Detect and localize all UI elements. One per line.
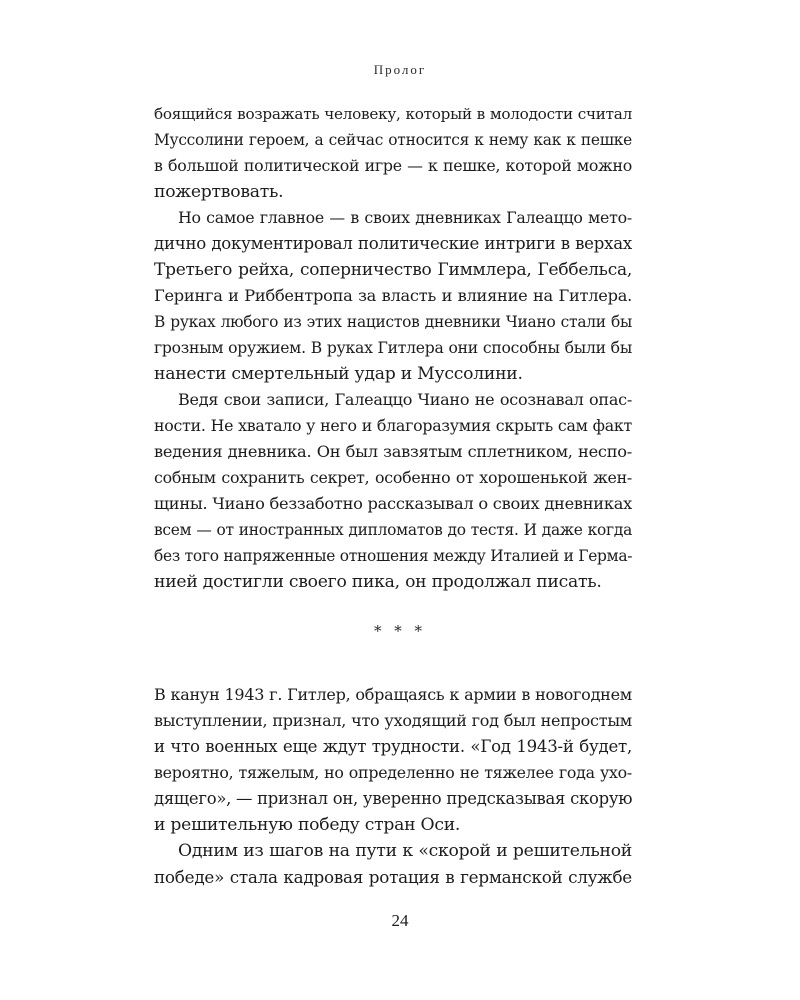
text-block-prologue-continuation — [154, 101, 632, 595]
text-line: В канун 1943 г. Гитлер, обращаясь к армии в новогоднем — [154, 685, 632, 704]
text-line: нанести смертельный удар и Муссолини. — [154, 364, 523, 384]
section-separator: * * * — [373, 622, 427, 640]
text-line: Третьего рейха, соперничество Гиммлера, Геббельса, — [154, 260, 632, 280]
running-head: Пролог — [373, 62, 427, 77]
text-line: щины. Чиано беззаботно рассказывал о своих дневниках — [154, 494, 632, 513]
text-line: Ведя свои записи, Галеаццо Чиано не осознавал опас- — [178, 390, 632, 409]
text-line: и решительную победу стран Оси. — [154, 815, 461, 835]
text-line: без того напряженные отношения между Италией и Герма- — [154, 547, 633, 565]
text-line: Муссолини героем, а сейчас относится к нему как к пешке — [154, 131, 632, 149]
text-line: выступлении, признал, что уходящий год был непростым — [154, 711, 632, 730]
text-line: Одним из шагов на пути к «скорой и решительной — [178, 841, 632, 861]
text-line: грозным оружием. В руках Гитлера они способны были бы — [154, 339, 632, 357]
text-line: нией достигли своего пика, он продолжал писать. — [154, 572, 602, 592]
text-block-new-section — [154, 682, 632, 890]
text-line: Геринга и Риббентропа за власть и влияние на Гитлера. — [154, 286, 632, 305]
text-line: победе» стала кадровая ротация в германской службе — [154, 867, 632, 887]
page-number: 24 — [391, 911, 409, 930]
text-line: собным сохранить секрет, особенно от хорошенькой жен- — [154, 468, 632, 487]
text-line: вероятно, тяжелым, но определенно не тяжелее года ухо- — [154, 763, 632, 782]
text-line: пожертвовать. — [154, 182, 284, 202]
text-line: дящего», — признал он, уверенно предсказывая скорую — [154, 789, 633, 808]
text-line: В руках любого из этих нацистов дневники Чиано стали бы — [154, 313, 632, 331]
text-line: в большой политической игре — к пешке, которой можно — [154, 156, 632, 175]
text-line: дично документировал политические интриги в верхах — [154, 234, 632, 253]
text-line: ности. Не хватало у него и благоразумия скрыть сам факт — [154, 416, 632, 435]
text-line: боящийся возражать человеку, который в молодости считал — [154, 105, 632, 123]
text-line: ведения дневника. Он был завзятым сплетником, неспо- — [154, 442, 632, 461]
text-line: всем — от иностранных дипломатов до тестя. И даже когда — [154, 521, 632, 539]
text-line: и что военных еще ждут трудности. «Год 1943-й будет, — [154, 737, 632, 756]
text-line: Но самое главное — в своих дневниках Галеаццо мето- — [178, 208, 632, 227]
